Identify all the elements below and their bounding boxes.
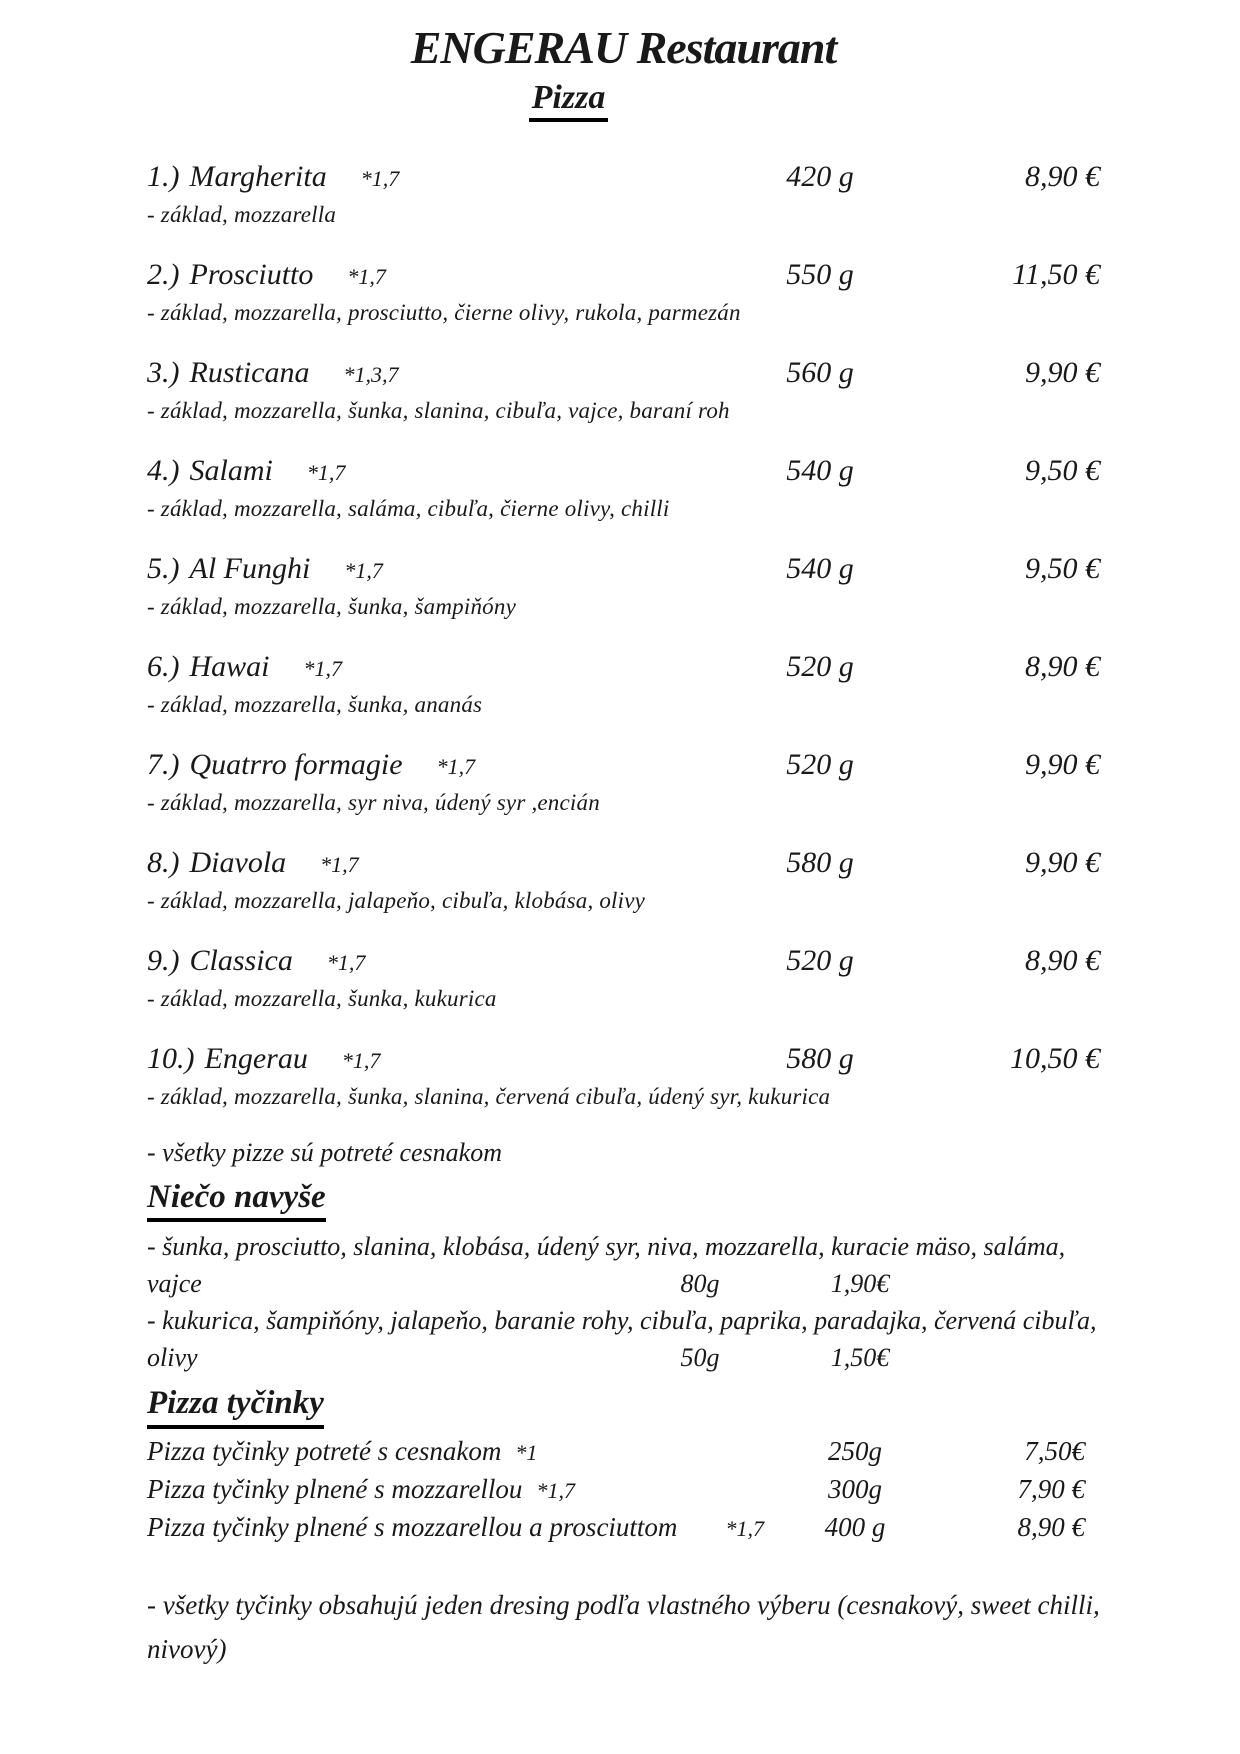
item-allergens: *1,7 bbox=[360, 165, 400, 191]
item-price: 8,90 € bbox=[1025, 159, 1100, 193]
item-name: 8.) Diavola *1,7 bbox=[147, 845, 359, 879]
item-price: 10,50 € bbox=[1010, 1041, 1100, 1075]
item-number: 1.) bbox=[147, 159, 180, 193]
menu-section-title-wrap bbox=[92, 78, 1045, 122]
item-row bbox=[147, 254, 1100, 298]
pizza-item-8 bbox=[147, 842, 1100, 916]
sticks-row-1 bbox=[147, 1433, 1100, 1471]
item-allergens: *1,7 bbox=[303, 655, 343, 681]
item-price: 9,90 € bbox=[1025, 845, 1100, 879]
item-ingredients: - základ, mozzarella, šunka, šampiňóny bbox=[147, 593, 516, 619]
item-name: 9.) Classica *1,7 bbox=[147, 943, 366, 977]
item-allergens: *1,7 bbox=[344, 557, 383, 583]
item-allergens: *1,7 bbox=[326, 949, 366, 975]
sticks-list bbox=[147, 1433, 1100, 1547]
item-name: 2.) Prosciutto *1,7 bbox=[147, 257, 386, 291]
item-allergens: *1,7 bbox=[306, 459, 346, 485]
pizza-item-3 bbox=[147, 352, 1100, 426]
sticks-allergens: *1 bbox=[515, 1439, 538, 1465]
item-name: 3.) Rusticana *1,3,7 bbox=[147, 355, 399, 389]
item-name: 6.) Hawai *1,7 bbox=[147, 649, 343, 683]
sticks-allergens: *1,7 bbox=[536, 1477, 575, 1503]
item-ingredients: - základ, mozzarella bbox=[147, 201, 337, 227]
sticks-weight: 300g bbox=[828, 1473, 882, 1504]
item-ingredients: - základ, mozzarella, šunka, slanina, červená cibuľa, údený syr, kukurica bbox=[147, 1083, 831, 1109]
item-weight: 580 g bbox=[786, 845, 854, 879]
item-ingredients: - základ, mozzarella, šunka, slanina, cibuľa, vajce, baraní roh bbox=[147, 397, 730, 423]
item-weight: 420 g bbox=[786, 159, 854, 193]
item-weight: 550 g bbox=[786, 257, 854, 291]
item-name: 10.) Engerau *1,7 bbox=[147, 1041, 381, 1075]
item-row bbox=[147, 450, 1100, 494]
sticks-name: Pizza tyčinky potreté s cesnakom *1 bbox=[147, 1435, 538, 1466]
extras-section bbox=[147, 1170, 1100, 1377]
restaurant-title: ENGERAU Restaurant bbox=[410, 22, 837, 73]
item-price: 11,50 € bbox=[1012, 257, 1100, 291]
sticks-name: Pizza tyčinky plnené s mozzarellou *1,7 bbox=[147, 1473, 575, 1504]
item-allergens: *1,7 bbox=[341, 1047, 381, 1073]
item-number: 2.) bbox=[147, 257, 180, 291]
extras-tail: vajce bbox=[147, 1269, 202, 1299]
item-row bbox=[147, 352, 1100, 396]
item-ingredients: - základ, mozzarella, šunka, ananás bbox=[147, 691, 483, 717]
extras-ingredients: - kukurica, šampiňóny, jalapeňo, baranie rohy, cibuľa, paprika, paradajka, červená cibuľa, bbox=[147, 1306, 1097, 1336]
sticks-note: - všetky tyčinky obsahujú jeden dresing podľa vlastného výberu (cesnakový, sweet chilli, nivový) bbox=[147, 1589, 1100, 1664]
item-row bbox=[147, 842, 1100, 886]
sticks-row-2 bbox=[147, 1471, 1100, 1509]
sticks-weight: 400 g bbox=[824, 1511, 886, 1542]
pizza-item-4 bbox=[147, 450, 1100, 524]
item-name: 7.) Quatrro formagie *1,7 bbox=[147, 747, 476, 781]
pizza-note: - všetky pizze sú potreté cesnakom bbox=[147, 1137, 502, 1167]
sticks-allergens: *1,7 bbox=[725, 1515, 764, 1541]
extras-price: 1,90€ bbox=[830, 1269, 890, 1299]
pizza-item-7 bbox=[147, 744, 1100, 818]
item-weight: 520 g bbox=[786, 649, 854, 683]
item-ingredients: - základ, mozzarella, jalapeňo, cibuľa, klobása, olivy bbox=[147, 887, 646, 913]
sticks-heading: Pizza tyčinky bbox=[147, 1384, 324, 1429]
extras-price: 1,50€ bbox=[830, 1343, 890, 1373]
item-row bbox=[147, 156, 1100, 200]
item-allergens: *1,7 bbox=[347, 263, 386, 289]
extras-item-1 bbox=[147, 1228, 1100, 1302]
item-allergens: *1,7 bbox=[436, 753, 476, 779]
item-weight: 580 g bbox=[786, 1041, 854, 1075]
pizza-item-1 bbox=[147, 156, 1100, 230]
item-number: 6.) bbox=[147, 649, 180, 683]
item-row bbox=[147, 940, 1100, 984]
extras-heading: Niečo navyše bbox=[147, 1178, 326, 1223]
item-price: 9,90 € bbox=[1025, 747, 1100, 781]
item-weight: 560 g bbox=[786, 355, 854, 389]
pizza-item-9 bbox=[147, 940, 1100, 1014]
item-ingredients: - základ, mozzarella, syr niva, údený syr ,encián bbox=[147, 789, 600, 815]
item-price: 9,50 € bbox=[1025, 551, 1100, 585]
item-name: 1.) Margherita *1,7 bbox=[147, 159, 400, 193]
item-row bbox=[147, 1038, 1100, 1082]
item-ingredients: - základ, mozzarella, šunka, kukurica bbox=[147, 985, 497, 1011]
item-number: 8.) bbox=[147, 845, 180, 879]
item-price: 8,90 € bbox=[1025, 649, 1100, 683]
item-number: 10.) bbox=[147, 1041, 195, 1075]
item-row bbox=[147, 646, 1100, 690]
item-weight: 540 g bbox=[786, 551, 854, 585]
item-number: 3.) bbox=[147, 355, 180, 389]
extras-detail-row bbox=[147, 1265, 1100, 1302]
item-weight: 520 g bbox=[786, 747, 854, 781]
extras-item-2 bbox=[147, 1302, 1100, 1376]
pizza-item-5 bbox=[147, 548, 1100, 622]
extras-ingredients: - šunka, prosciutto, slanina, klobása, údený syr, niva, mozzarella, kuracie mäso, saláma, bbox=[147, 1232, 1066, 1262]
item-name: 5.) Al Funghi *1,7 bbox=[147, 551, 383, 585]
extras-weight: 80g bbox=[680, 1269, 720, 1299]
sticks-weight: 250g bbox=[828, 1435, 882, 1466]
item-name: 4.) Salami *1,7 bbox=[147, 453, 346, 487]
item-price: 9,90 € bbox=[1025, 355, 1100, 389]
sticks-section bbox=[147, 1376, 1100, 1547]
extras-detail-row bbox=[147, 1339, 1100, 1376]
item-price: 8,90 € bbox=[1025, 943, 1100, 977]
extras-list bbox=[147, 1228, 1100, 1376]
pizza-item-6 bbox=[147, 646, 1100, 720]
item-number: 5.) bbox=[147, 551, 180, 585]
pizza-item-10 bbox=[147, 1038, 1100, 1112]
pizza-list bbox=[147, 156, 1100, 1112]
menu-section-title: Pizza bbox=[529, 78, 609, 122]
extras-weight: 50g bbox=[680, 1343, 720, 1373]
sticks-price: 7,50€ bbox=[1024, 1435, 1085, 1466]
item-ingredients: - základ, mozzarella, prosciutto, čierne olivy, rukola, parmezán bbox=[147, 299, 741, 325]
item-price: 9,50 € bbox=[1025, 453, 1100, 487]
item-weight: 540 g bbox=[786, 453, 854, 487]
sticks-price: 8,90 € bbox=[1017, 1511, 1085, 1542]
item-weight: 520 g bbox=[786, 943, 854, 977]
sticks-name: Pizza tyčinky plnené s mozzarellou a prosciuttom *1,7 bbox=[147, 1511, 764, 1542]
item-row bbox=[147, 548, 1100, 592]
extras-tail: olivy bbox=[147, 1343, 198, 1373]
item-number: 4.) bbox=[147, 453, 180, 487]
item-allergens: *1,7 bbox=[320, 851, 359, 877]
item-allergens: *1,3,7 bbox=[343, 361, 399, 387]
sticks-price: 7,90 € bbox=[1017, 1473, 1085, 1504]
sticks-row-3 bbox=[147, 1509, 1100, 1547]
item-ingredients: - základ, mozzarella, saláma, cibuľa, čierne olivy, chilli bbox=[147, 495, 670, 521]
item-row bbox=[147, 744, 1100, 788]
item-number: 9.) bbox=[147, 943, 180, 977]
item-number: 7.) bbox=[147, 747, 180, 781]
pizza-item-2 bbox=[147, 254, 1100, 328]
